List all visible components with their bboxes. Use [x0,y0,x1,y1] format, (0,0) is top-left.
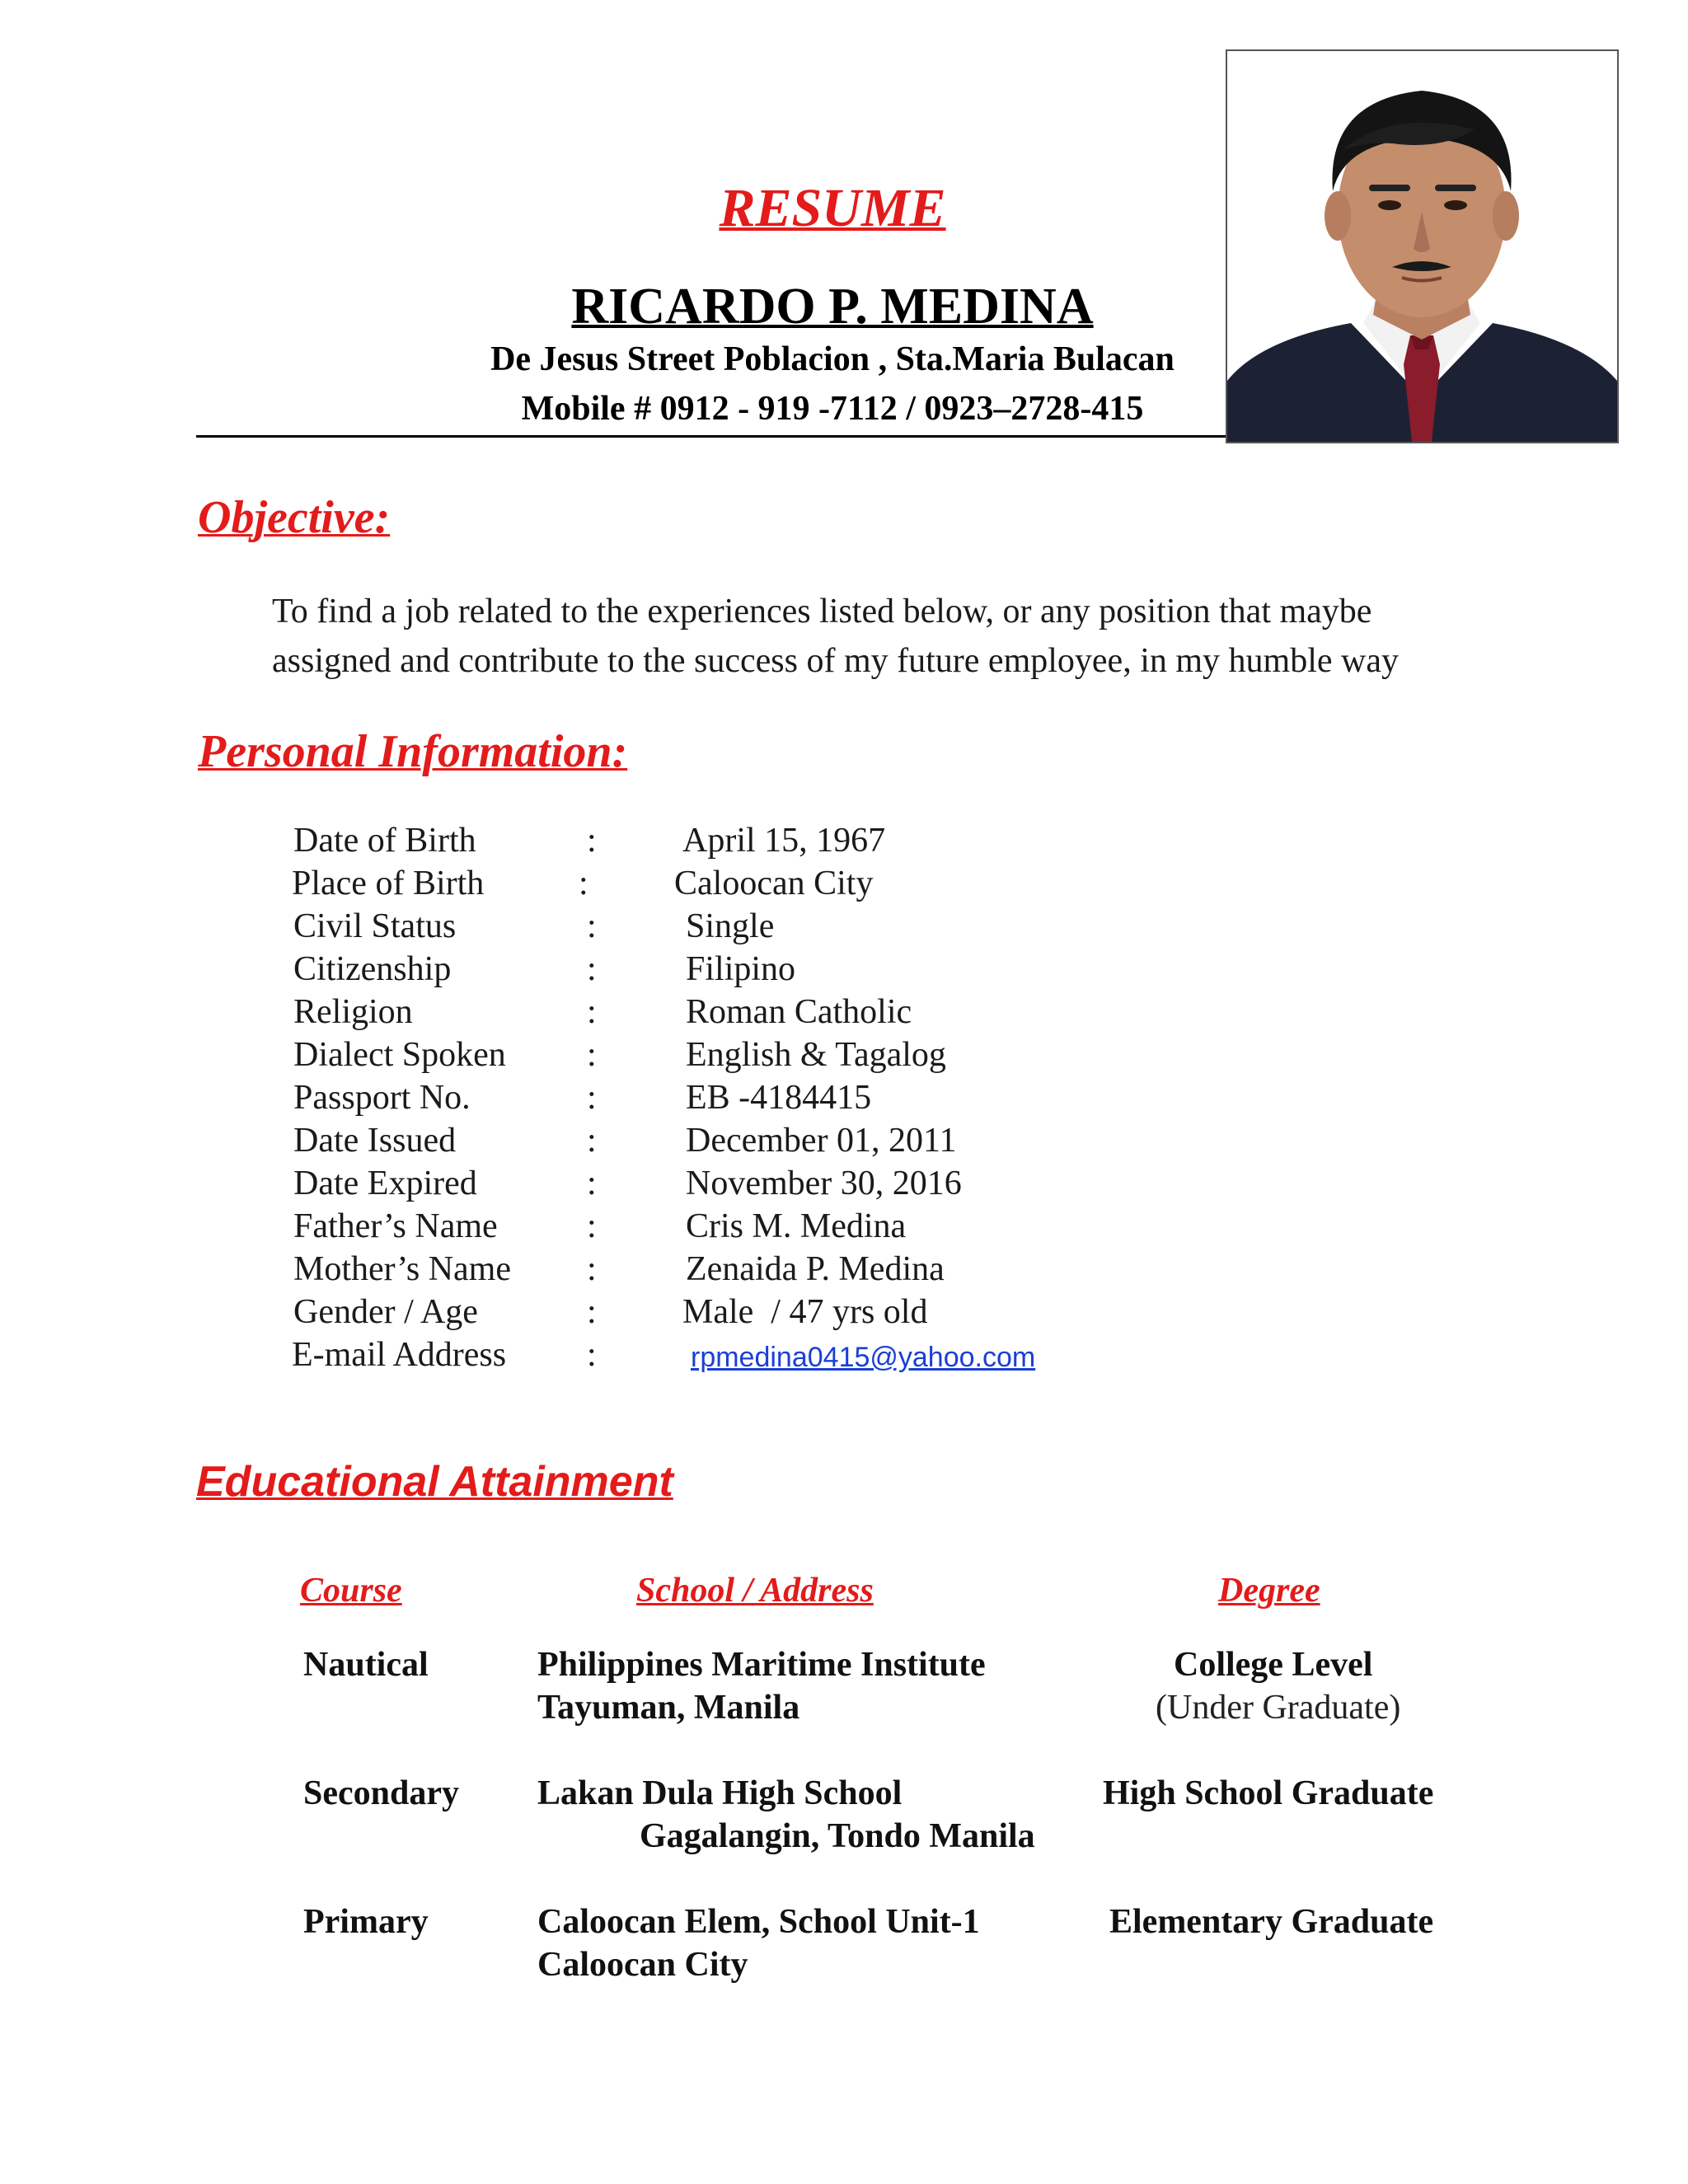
civil-status-colon: : [587,907,597,945]
school-primary-address: Caloocan City [537,1946,748,1984]
header-divider [196,435,1233,438]
pob-label: Place of Birth [292,865,485,902]
gender-age-value: Male / 47 yrs old [682,1293,928,1331]
mother-name-value: Zenaida P. Medina [686,1250,945,1288]
dialect-value: English & Tagalog [686,1036,946,1074]
school-primary: Caloocan Elem, School Unit-1 [537,1903,980,1941]
degree-secondary: High School Graduate [1103,1774,1434,1812]
citizenship-label: Citizenship [293,950,452,988]
date-expired-label: Date Expired [293,1165,477,1202]
personal-info-heading: Personal Information: [198,726,628,777]
civil-status-label: Civil Status [293,907,457,945]
applicant-name: RICARDO P. MEDINA [571,279,1094,335]
education-heading: Educational Attainment [196,1458,673,1506]
passport-label: Passport No. [293,1079,471,1117]
pob-colon: : [579,865,588,902]
mother-name-label: Mother’s Name [293,1250,511,1288]
course-column-header: Course [300,1572,402,1610]
objective-line-1: To find a job related to the experiences listed below, or any position that maybe [272,593,1372,630]
mother-name-colon: : [587,1250,597,1288]
school-secondary: Lakan Dula High School [537,1774,903,1812]
father-name-colon: : [587,1207,597,1245]
father-name-value: Cris M. Medina [686,1207,907,1245]
resume-title: RESUME [719,178,946,238]
email-link[interactable]: rpmedina0415@yahoo.com [691,1342,1036,1373]
religion-label: Religion [293,993,413,1031]
date-expired-value: November 30, 2016 [686,1165,962,1202]
dob-colon: : [587,822,597,860]
citizenship-colon: : [587,950,597,988]
course-nautical: Nautical [303,1646,429,1684]
religion-value: Roman Catholic [686,993,912,1031]
civil-status-value: Single [686,907,775,945]
passport-value: EB -4184415 [686,1079,872,1117]
dob-value: April 15, 1967 [682,822,886,860]
email-label: E-mail Address [292,1336,507,1374]
objective-text [272,587,1558,686]
passport-colon: : [587,1079,597,1117]
degree-nautical: College Level [1174,1646,1373,1684]
religion-colon: : [587,993,597,1031]
applicant-photo [1226,49,1619,443]
applicant-mobile: Mobile # 0912 - 919 -7112 / 0923–2728-415 [521,390,1144,428]
father-name-label: Father’s Name [293,1207,498,1245]
school-nautical-address: Tayuman, Manila [537,1689,800,1727]
citizenship-value: Filipino [686,950,796,988]
degree-nautical-note: (Under Graduate) [1156,1689,1401,1727]
degree-primary: Elementary Graduate [1109,1903,1434,1941]
applicant-address: De Jesus Street Poblacion , Sta.Maria Bulacan [490,340,1175,378]
pob-value: Caloocan City [674,865,874,902]
objective-line-2: assigned and contribute to the success of my future employee, in my humble way [272,642,1399,680]
gender-age-label: Gender / Age [293,1293,478,1331]
objective-heading: Objective: [198,492,391,543]
email-colon: : [587,1336,597,1374]
gender-age-colon: : [587,1293,597,1331]
date-issued-colon: : [587,1122,597,1160]
date-expired-colon: : [587,1165,597,1202]
date-issued-label: Date Issued [293,1122,457,1160]
dob-label: Date of Birth [293,822,476,860]
date-issued-value: December 01, 2011 [686,1122,957,1160]
course-primary: Primary [303,1903,429,1941]
portrait-image [1227,51,1617,442]
dialect-label: Dialect Spoken [293,1036,506,1074]
degree-column-header: Degree [1218,1572,1320,1610]
dialect-colon: : [587,1036,597,1074]
school-column-header: School / Address [636,1572,874,1610]
school-nautical: Philippines Maritime Institute [537,1646,986,1684]
course-secondary: Secondary [303,1774,459,1812]
school-secondary-address: Gagalangin, Tondo Manila [640,1817,1035,1855]
